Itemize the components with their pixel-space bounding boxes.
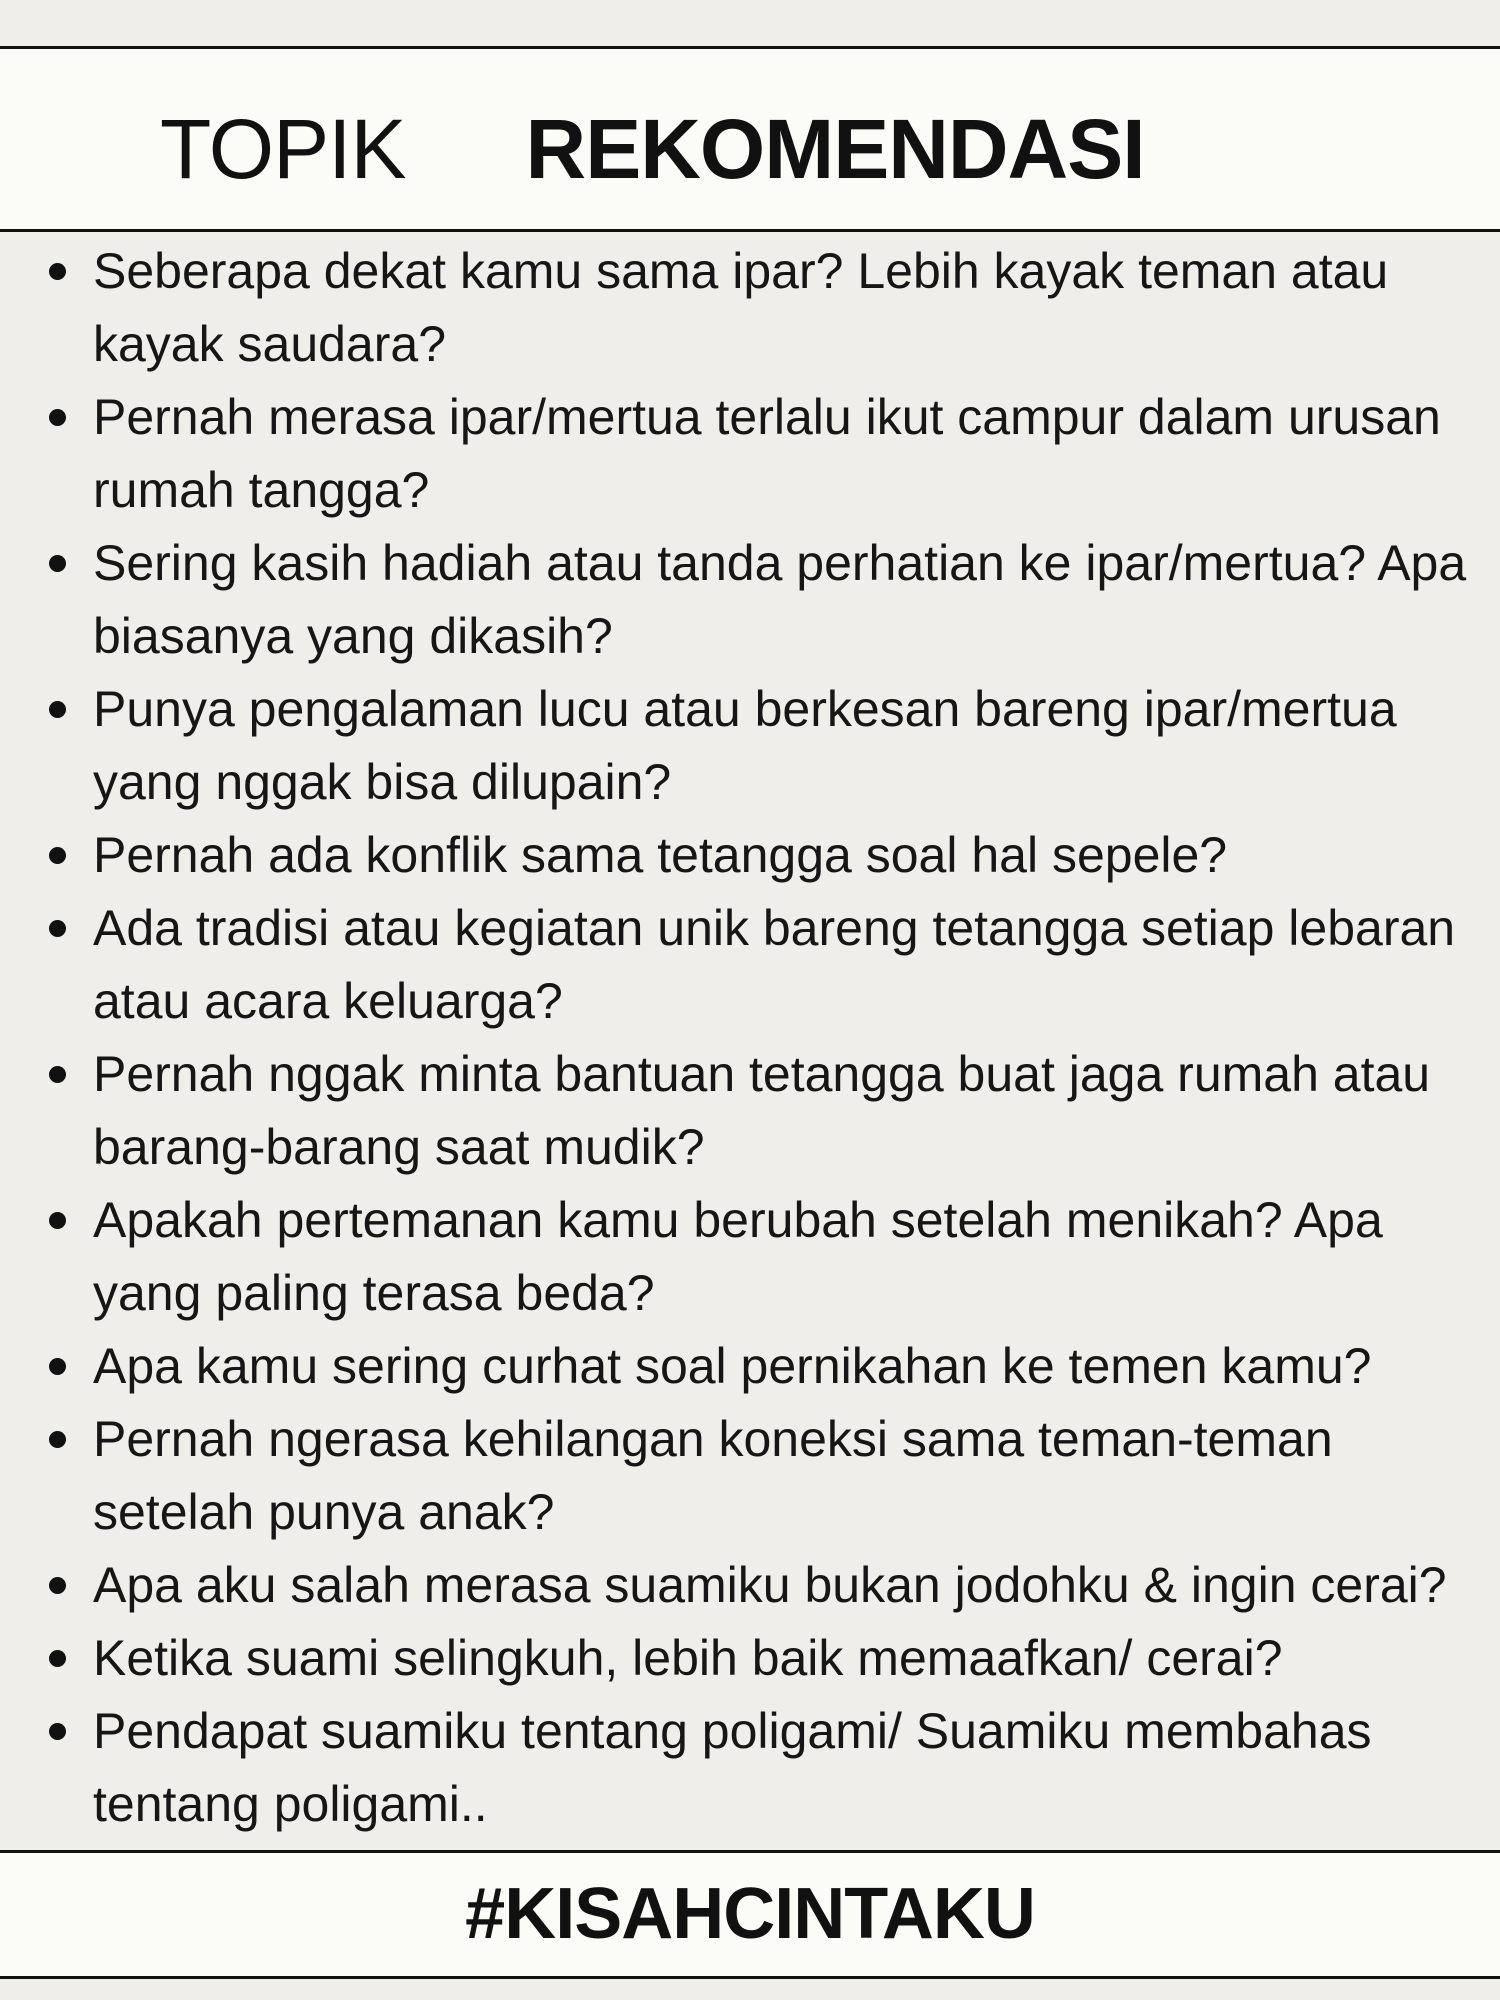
- list-item: [0, 1330, 1500, 1403]
- bullet-icon: [49, 1066, 66, 1083]
- topic-text: Apakah pertemanan kamu berubah setelah menikah? Apa yang paling terasa beda?: [93, 1192, 1383, 1321]
- list-item: [0, 1184, 1500, 1330]
- bullet-icon: [49, 1723, 66, 1740]
- list-item: [0, 892, 1500, 1038]
- topic-text: Apa kamu sering curhat soal pernikahan ke temen kamu?: [93, 1338, 1372, 1394]
- topic-text: Pernah merasa ipar/mertua terlalu ikut campur dalam urusan rumah tangga?: [93, 389, 1441, 518]
- header-banner: [0, 46, 1500, 232]
- topic-text: Ketika suami selingkuh, lebih baik memaafkan/ cerai?: [93, 1630, 1283, 1686]
- topic-text: Apa aku salah merasa suamiku bukan jodohku & ingin cerai?: [93, 1557, 1447, 1613]
- bullet-icon: [49, 1212, 66, 1229]
- list-item: [0, 1549, 1500, 1622]
- hashtag-label: #KISAHCINTAKU: [465, 1874, 1035, 1954]
- bullet-icon: [49, 409, 66, 426]
- bullet-icon: [49, 1358, 66, 1375]
- list-item: [0, 1695, 1500, 1841]
- list-item: [0, 1403, 1500, 1549]
- topic-text: Sering kasih hadiah atau tanda perhatian ke ipar/mertua? Apa biasanya yang dikasih?: [93, 535, 1467, 664]
- list-item: [0, 1622, 1500, 1695]
- bullet-icon: [49, 701, 66, 718]
- topic-text: Pernah ada konflik sama tetangga soal hal sepele?: [93, 827, 1228, 883]
- page-title: [160, 102, 1145, 196]
- bullet-icon: [49, 1577, 66, 1594]
- bullet-icon: [49, 555, 66, 572]
- list-item: [0, 819, 1500, 892]
- bullet-icon: [49, 263, 66, 280]
- topic-list: [0, 232, 1500, 1850]
- topic-text: Punya pengalaman lucu atau berkesan bareng ipar/mertua yang nggak bisa dilupain?: [93, 681, 1397, 810]
- footer-banner: [0, 1850, 1500, 1979]
- bullet-icon: [49, 920, 66, 937]
- list-item: [0, 381, 1500, 527]
- topic-text: Seberapa dekat kamu sama ipar? Lebih kayak teman atau kayak saudara?: [93, 243, 1389, 372]
- list-item: [0, 235, 1500, 381]
- list-item: [0, 527, 1500, 673]
- topic-text: Pendapat suamiku tentang poligami/ Suamiku membahas tentang poligami..: [93, 1703, 1372, 1832]
- topic-text: Pernah nggak minta bantuan tetangga buat jaga rumah atau barang-barang saat mudik?: [93, 1046, 1431, 1175]
- bottom-margin-band: [0, 1979, 1500, 2000]
- bullet-icon: [49, 1650, 66, 1667]
- bullet-icon: [49, 847, 66, 864]
- bullet-icon: [49, 1431, 66, 1448]
- list-item: [0, 1038, 1500, 1184]
- topic-text: Ada tradisi atau kegiatan unik bareng tetangga setiap lebaran atau acara keluarga?: [93, 900, 1456, 1029]
- title-topik: TOPIK: [160, 102, 406, 196]
- topic-text: Pernah ngerasa kehilangan koneksi sama teman-teman setelah punya anak?: [93, 1411, 1333, 1540]
- top-margin-band: [0, 0, 1500, 46]
- title-rekomendasi: REKOMENDASI: [525, 102, 1145, 196]
- list-item: [0, 673, 1500, 819]
